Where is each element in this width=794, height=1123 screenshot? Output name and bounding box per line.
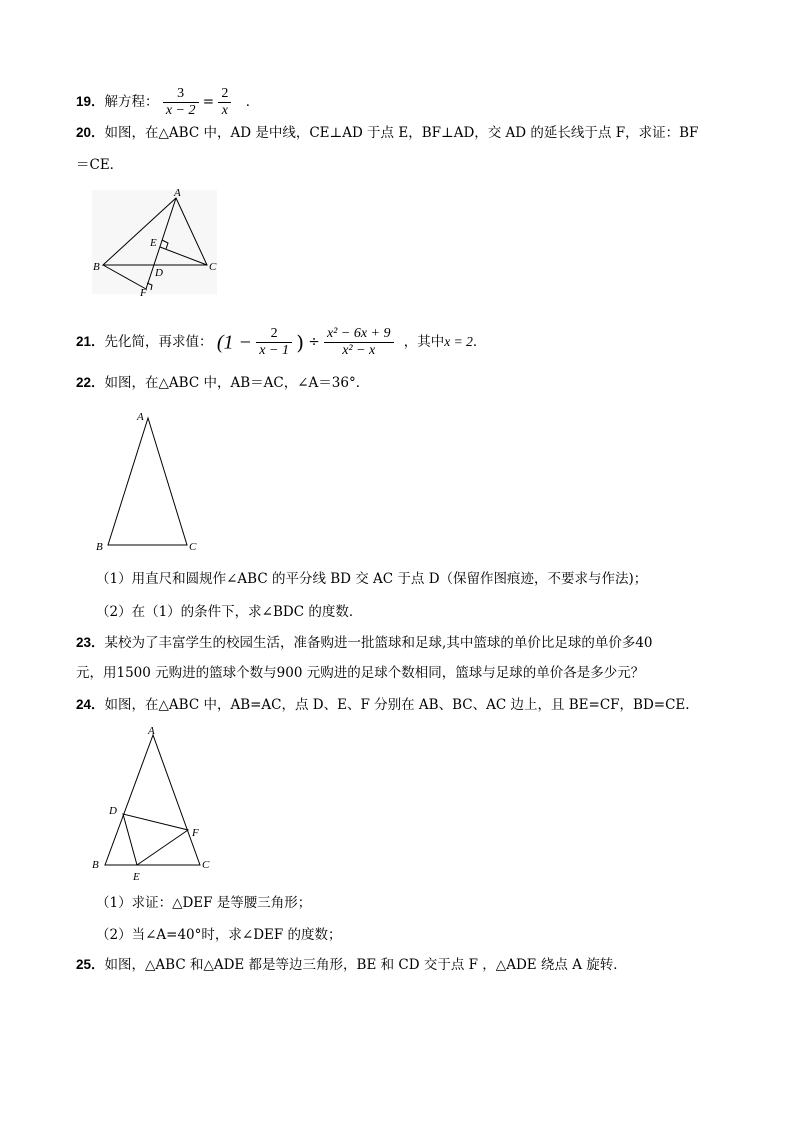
question-22 bbox=[76, 374, 369, 392]
question-text: 如图，在△ABC 中，AB=AC，点 D、E、F 分别在 AB、BC、AC 边上，且 BE=CF，BD=CE. bbox=[104, 697, 690, 713]
question-number: 25． bbox=[76, 957, 105, 972]
label-c: C bbox=[189, 541, 197, 553]
label-e: E bbox=[133, 871, 140, 880]
question-21: 21．先化简，再求值： (1 − $\frac{2}{x - 1}$ ) ÷ $\frac{\text{x² − 6x + 9}}{\text{x² − x}}$ ，其中x = 2． bbox=[76, 326, 487, 358]
question-25 bbox=[76, 956, 627, 974]
question-24 bbox=[76, 696, 690, 714]
fraction-left: $\frac{3}{x - 2}$ bbox=[163, 86, 199, 119]
question-text: 先化简，再求值： bbox=[104, 334, 213, 350]
question-text: 如图，在△ABC 中，AD 是中线，CE⊥AD 于点 E，BF⊥AD，交 AD 的延长线于点 F，求证：BF bbox=[104, 125, 699, 141]
figure-q24 bbox=[88, 720, 218, 880]
label-d: D bbox=[109, 805, 117, 817]
question-23-line1 bbox=[76, 634, 653, 652]
question-24-part1: （1）求证：△DEF 是等腰三角形； bbox=[96, 895, 312, 911]
label-f: F bbox=[192, 827, 199, 839]
fraction-right: $\frac{2}{x}$ bbox=[218, 86, 231, 119]
question-22-part1: （1）用直尺和圆规作∠ABC 的平分线 BD 交 AC 于点 D（保留作图痕迹，不要求与作法)； bbox=[96, 571, 648, 587]
label-e: E bbox=[150, 237, 157, 249]
label-a: A bbox=[148, 725, 155, 737]
fraction-inner: $\frac{2}{x - 1}$ bbox=[256, 326, 292, 359]
triangle-abc bbox=[105, 735, 200, 865]
question-text: 某校为了丰富学生的校园生活，准备购进一批篮球和足球,其中篮球的单价比足球的单价多40 bbox=[104, 635, 653, 651]
label-c: C bbox=[209, 261, 217, 273]
question-19: 19．解方程： $\frac{3}{x - 2}$ = $\frac{2}{x}$ ． bbox=[76, 86, 260, 118]
question-number: 21． bbox=[76, 334, 105, 349]
question-20-line2: ＝CE． bbox=[76, 157, 124, 173]
label-b: B bbox=[96, 541, 103, 553]
question-number: 24． bbox=[76, 697, 105, 712]
question-text: 解方程： bbox=[104, 94, 159, 110]
question-number: 22． bbox=[76, 375, 105, 390]
figure-q22 bbox=[92, 404, 212, 554]
label-a: A bbox=[174, 187, 181, 199]
question-number: 19． bbox=[76, 94, 105, 109]
question-text: 如图，在△ABC 中，AB＝AC，∠A＝36°． bbox=[104, 375, 370, 391]
question-23-line2: 元，用1500 元购进的篮球个数与900 元购进的足球个数相同，篮球与足球的单价各是多少元？ bbox=[76, 665, 645, 681]
label-b: B bbox=[92, 859, 99, 871]
fraction-outer: $\frac{\text{x² − 6x + 9}}{\text{x² − x}}$ bbox=[324, 326, 394, 359]
condition: x = 2 bbox=[444, 334, 473, 349]
figure-q20 bbox=[90, 186, 220, 298]
label-b: B bbox=[93, 261, 100, 273]
triangle-def bbox=[123, 814, 188, 865]
label-a: A bbox=[137, 411, 144, 423]
triangle-abc bbox=[108, 418, 187, 545]
question-number: 20． bbox=[76, 125, 105, 140]
label-d: D bbox=[155, 267, 163, 279]
label-c: C bbox=[202, 859, 210, 871]
question-24-part2: （2）当∠A=40°时，求∠DEF 的度数； bbox=[96, 927, 342, 943]
equals-sign: = bbox=[202, 94, 215, 110]
label-f: F bbox=[140, 287, 147, 298]
question-20-line1 bbox=[76, 124, 698, 142]
question-22-part2: （2）在（1）的条件下，求∠BDC 的度数． bbox=[96, 604, 363, 620]
question-text: 如图，△ABC 和△ADE 都是等边三角形，BE 和 CD 交于点 F ，△ADE 绕点 A 旋转． bbox=[104, 957, 627, 973]
question-number: 23． bbox=[76, 635, 105, 650]
